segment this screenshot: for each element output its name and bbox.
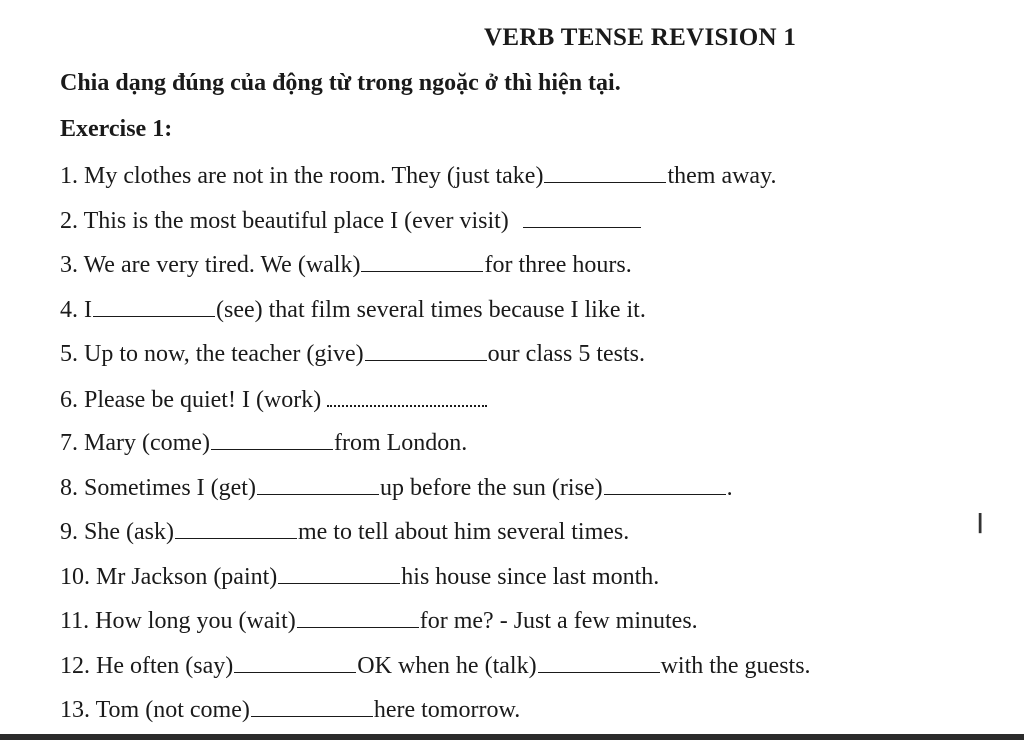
item-text: 1. My clothes are not in the room. They (just take) xyxy=(60,163,544,189)
exercise-item-5 xyxy=(60,338,1000,383)
item-text: them away. xyxy=(667,163,777,189)
answer-dotted-blank[interactable] xyxy=(327,383,487,407)
answer-blank[interactable] xyxy=(361,249,483,272)
item-text: 11. How long you (wait) xyxy=(60,608,296,634)
exercise-item-11 xyxy=(60,605,1000,650)
answer-blank[interactable] xyxy=(234,650,356,673)
exercise-item-7 xyxy=(60,427,1000,472)
answer-blank[interactable] xyxy=(365,338,487,361)
item-text: for three hours. xyxy=(484,252,632,278)
exercise-item-6 xyxy=(60,383,1000,428)
answer-blank[interactable] xyxy=(523,205,641,228)
item-text: 9. She (ask) xyxy=(60,519,174,545)
instruction-text: Chia dạng đúng của động từ trong ngoặc ở thì hiện tại. xyxy=(60,70,621,96)
exercise-heading: Exercise 1: xyxy=(60,116,173,142)
exercise-item-4 xyxy=(60,294,1000,339)
answer-blank[interactable] xyxy=(538,650,660,673)
exercise-item-3 xyxy=(60,249,1000,294)
answer-blank[interactable] xyxy=(604,472,726,495)
item-text: 3. We are very tired. We (walk) xyxy=(60,252,361,278)
document-title: VERB TENSE REVISION 1 xyxy=(484,24,797,51)
item-text: 8. Sometimes I (get) xyxy=(60,474,256,501)
item-text: 10. Mr Jackson (paint) xyxy=(60,563,278,590)
answer-blank[interactable] xyxy=(544,160,666,183)
item-text: 6. Please be quiet! I (work) xyxy=(60,386,322,413)
answer-blank[interactable] xyxy=(211,427,333,450)
item-text: with the guests. xyxy=(660,652,811,679)
item-text: from London. xyxy=(333,430,468,456)
item-text: 13. Tom (not come) xyxy=(60,697,250,723)
item-text: 4. I xyxy=(60,296,92,323)
exercise-item-9 xyxy=(60,516,1000,561)
bottom-bar xyxy=(0,734,1024,740)
text-cursor-icon: I xyxy=(976,507,985,540)
answer-blank[interactable] xyxy=(175,516,297,539)
exercise-list xyxy=(60,160,1000,739)
item-text: for me? - Just a few minutes. xyxy=(419,608,698,634)
exercise-item-1 xyxy=(60,160,1000,205)
item-text: our class 5 tests. xyxy=(487,341,645,367)
exercise-item-8 xyxy=(60,472,1000,517)
item-text: OK when he (talk) xyxy=(357,652,537,679)
item-text: up before the sun (rise) xyxy=(379,474,603,501)
answer-blank[interactable] xyxy=(251,694,373,717)
item-text: his house since last month. xyxy=(401,563,660,590)
item-text: 5. Up to now, the teacher (give) xyxy=(60,341,364,367)
answer-blank[interactable] xyxy=(257,472,379,495)
exercise-item-2 xyxy=(60,205,1000,250)
item-text: me to tell about him several times. xyxy=(297,519,630,545)
answer-blank[interactable] xyxy=(93,294,215,317)
item-text: 7. Mary (come) xyxy=(60,430,210,456)
answer-blank[interactable] xyxy=(297,605,419,628)
item-text: 12. He often (say) xyxy=(60,652,234,679)
exercise-item-10 xyxy=(60,561,1000,606)
item-text: here tomorrow. xyxy=(373,697,521,723)
answer-blank[interactable] xyxy=(278,561,400,584)
item-text: 2. This is the most beautiful place I (ever visit) xyxy=(60,207,515,234)
item-text: (see) that film several times because I like it. xyxy=(216,296,646,323)
item-text: . xyxy=(726,474,733,501)
exercise-item-12 xyxy=(60,650,1000,695)
exercise-item-13 xyxy=(60,694,1000,739)
